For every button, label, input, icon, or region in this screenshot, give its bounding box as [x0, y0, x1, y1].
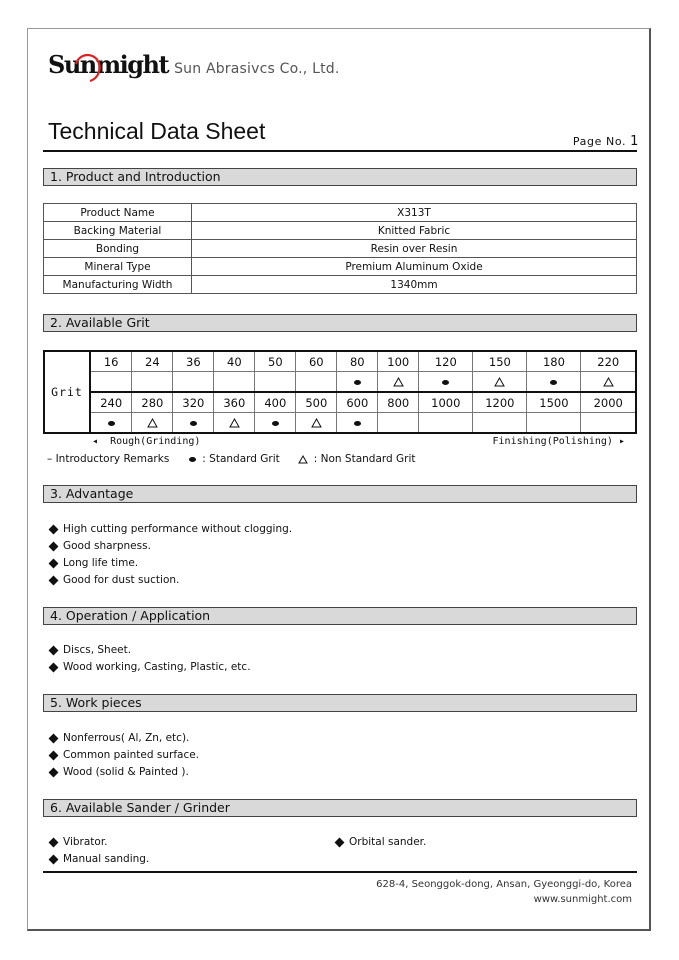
- grit-value-cell: 220: [581, 351, 636, 372]
- grit-label: Grit: [44, 351, 90, 433]
- section-operation: 4. Operation / Application: [43, 607, 637, 625]
- grit-mark-cell: [527, 372, 581, 393]
- standard-dot-icon: [189, 457, 196, 462]
- table-row: [44, 204, 637, 222]
- non-standard-triangle-icon: [311, 418, 322, 428]
- grit-mark-cell: [173, 372, 214, 393]
- grit-value-cell: 1500: [527, 392, 581, 413]
- spec-key: Backing Material: [44, 222, 192, 240]
- grit-value-cell: 360: [214, 392, 255, 413]
- company-logo: [48, 50, 340, 82]
- grit-mark-cell: [581, 413, 636, 434]
- list-item-text: Manual sanding.: [63, 853, 150, 865]
- list-item: [48, 747, 199, 764]
- list-item-text: High cutting performance without clogging.: [63, 523, 293, 535]
- diamond-bullet-icon: [49, 663, 59, 673]
- grit-mark-cell: [527, 413, 581, 434]
- grit-value-cell: 500: [296, 392, 337, 413]
- table-row: [44, 240, 637, 258]
- non-standard-triangle-icon: [393, 377, 404, 387]
- grit-mark-cell: [255, 413, 296, 434]
- advantage-list: [48, 521, 292, 589]
- grit-mark-cell: [473, 372, 527, 393]
- arrow-right-icon: ▸: [618, 436, 625, 447]
- non-standard-triangle-icon: [229, 418, 240, 428]
- list-item: [48, 521, 292, 538]
- diamond-bullet-icon: [335, 838, 345, 848]
- grit-row-marks-2: [44, 413, 636, 434]
- grit-mark-cell: [173, 413, 214, 434]
- diamond-bullet-icon: [49, 838, 59, 848]
- finish-label: Finishing(Polishing): [492, 436, 613, 447]
- standard-dot-icon: [442, 380, 449, 385]
- standard-dot-icon: [190, 421, 197, 426]
- grit-mark-cell: [296, 413, 337, 434]
- workpieces-list: [48, 730, 199, 781]
- grit-mark-cell: [581, 372, 636, 393]
- standard-dot-icon: [550, 380, 557, 385]
- page-number: [573, 134, 639, 149]
- list-item-text: Good sharpness.: [63, 540, 151, 552]
- spec-value: Premium Aluminum Oxide: [192, 258, 637, 276]
- operation-list: [48, 642, 251, 676]
- list-item-text: Discs, Sheet.: [63, 644, 132, 656]
- grit-mark-cell: [419, 372, 473, 393]
- grit-mark-cell: [337, 413, 378, 434]
- list-item-text: Orbital sander.: [349, 836, 427, 848]
- grit-mark-cell: [214, 413, 255, 434]
- standard-dot-icon: [354, 380, 361, 385]
- grit-value-cell: 2000: [581, 392, 636, 413]
- list-item: [48, 851, 149, 868]
- list-item-text: Common painted surface.: [63, 749, 200, 761]
- standard-dot-icon: [272, 421, 279, 426]
- standard-dot-icon: [354, 421, 361, 426]
- diamond-bullet-icon: [49, 734, 59, 744]
- grit-value-cell: 180: [527, 351, 581, 372]
- list-item: [48, 572, 292, 589]
- list-item: [48, 834, 149, 851]
- footer-divider: [43, 871, 637, 873]
- diamond-bullet-icon: [49, 768, 59, 778]
- grit-mark-cell: [337, 372, 378, 393]
- non-standard-triangle-icon: [603, 377, 614, 387]
- section-available-grit: 2. Available Grit: [43, 314, 637, 332]
- grit-value-cell: 50: [255, 351, 296, 372]
- grit-value-cell: 150: [473, 351, 527, 372]
- grit-mark-cell: [90, 372, 132, 393]
- grit-value-cell: 40: [214, 351, 255, 372]
- diamond-bullet-icon: [49, 525, 59, 535]
- diamond-bullet-icon: [49, 542, 59, 552]
- grit-mark-cell: [296, 372, 337, 393]
- page-border: [27, 28, 651, 931]
- grit-value-cell: 280: [132, 392, 173, 413]
- rough-label: Rough(Grinding): [110, 436, 201, 447]
- grit-mark-cell: [132, 413, 173, 434]
- spec-value: 1340mm: [192, 276, 637, 294]
- grit-row-values-2: [44, 392, 636, 413]
- standard-dot-icon: [108, 421, 115, 426]
- non-standard-triangle-icon: [298, 455, 308, 464]
- table-row: [44, 276, 637, 294]
- grit-table: [43, 350, 637, 434]
- list-item: [334, 834, 426, 851]
- spec-table: [43, 203, 637, 294]
- logo-arc-icon: [74, 52, 102, 82]
- list-item-text: Nonferrous( Al, Zn, etc).: [63, 732, 190, 744]
- list-item-text: Long life time.: [63, 557, 139, 569]
- legend-standard: : Standard Grit: [202, 453, 280, 465]
- spec-key: Product Name: [44, 204, 192, 222]
- footer-address: 628-4, Seonggok-dong, Ansan, Gyeonggi-do, Korea: [376, 879, 632, 890]
- grit-value-cell: 240: [90, 392, 132, 413]
- grit-mark-cell: [214, 372, 255, 393]
- page-label: Page No.: [572, 135, 627, 148]
- section-advantage: 3. Advantage: [43, 485, 637, 503]
- grit-mark-cell: [378, 372, 419, 393]
- section-sander: 6. Available Sander / Grinder: [43, 799, 637, 817]
- spec-key: Mineral Type: [44, 258, 192, 276]
- spec-key: Manufacturing Width: [44, 276, 192, 294]
- non-standard-triangle-icon: [494, 377, 505, 387]
- list-item: [48, 642, 251, 659]
- grit-value-cell: 16: [90, 351, 132, 372]
- grit-value-cell: 400: [255, 392, 296, 413]
- footer-website: www.sunmight.com: [533, 894, 632, 905]
- non-standard-triangle-icon: [147, 418, 158, 428]
- grit-mark-cell: [378, 413, 419, 434]
- grit-value-cell: 100: [378, 351, 419, 372]
- grit-legend: [47, 453, 416, 465]
- spec-value: Resin over Resin: [192, 240, 637, 258]
- table-row: [44, 222, 637, 240]
- grit-value-cell: 24: [132, 351, 173, 372]
- sander-list-right: [334, 834, 426, 851]
- grit-value-cell: 120: [419, 351, 473, 372]
- finish-indicator: [493, 436, 625, 447]
- company-name: Sun Abrasivcs Co., Ltd.: [174, 61, 340, 77]
- list-item: [48, 538, 292, 555]
- diamond-bullet-icon: [49, 576, 59, 586]
- table-row: [44, 258, 637, 276]
- list-item-text: Good for dust suction.: [63, 574, 180, 586]
- list-item-text: Wood working, Casting, Plastic, etc.: [63, 661, 251, 673]
- diamond-bullet-icon: [49, 646, 59, 656]
- page-number-value: 1: [630, 134, 639, 149]
- grit-value-cell: 1200: [473, 392, 527, 413]
- list-item-text: Vibrator.: [63, 836, 108, 848]
- footer-contact: [376, 877, 632, 907]
- list-item: [48, 730, 199, 747]
- rough-indicator: [92, 436, 200, 447]
- grit-value-cell: 1000: [419, 392, 473, 413]
- legend-nonstandard: : Non Standard Grit: [313, 453, 416, 465]
- page-title: Technical Data Sheet: [48, 118, 266, 144]
- spec-value: Knitted Fabric: [192, 222, 637, 240]
- sander-list-left: [48, 834, 149, 868]
- arrow-left-icon: ◂: [92, 436, 99, 447]
- list-item: [48, 555, 292, 572]
- diamond-bullet-icon: [49, 855, 59, 865]
- grit-row-marks-1: [44, 372, 636, 393]
- diamond-bullet-icon: [49, 751, 59, 761]
- grit-mark-cell: [473, 413, 527, 434]
- grit-value-cell: 80: [337, 351, 378, 372]
- diamond-bullet-icon: [49, 559, 59, 569]
- grit-mark-cell: [90, 413, 132, 434]
- list-item-text: Wood (solid & Painted ).: [63, 766, 189, 778]
- grit-mark-cell: [132, 372, 173, 393]
- list-item: [48, 659, 251, 676]
- grit-value-cell: 800: [378, 392, 419, 413]
- title-divider: [43, 150, 637, 152]
- grit-row-values-1: [44, 351, 636, 372]
- section-product-intro: 1. Product and Introduction: [43, 168, 637, 186]
- logo-wordmark: Sunmight: [48, 50, 169, 79]
- grit-value-cell: 60: [296, 351, 337, 372]
- grit-value-cell: 600: [337, 392, 378, 413]
- grit-value-cell: 320: [173, 392, 214, 413]
- list-item: [48, 764, 199, 781]
- grit-mark-cell: [419, 413, 473, 434]
- grit-value-cell: 36: [173, 351, 214, 372]
- section-work-pieces: 5. Work pieces: [43, 694, 637, 712]
- grit-mark-cell: [255, 372, 296, 393]
- legend-intro: – Introductory Remarks: [47, 453, 170, 465]
- spec-key: Bonding: [44, 240, 192, 258]
- spec-value: X313T: [192, 204, 637, 222]
